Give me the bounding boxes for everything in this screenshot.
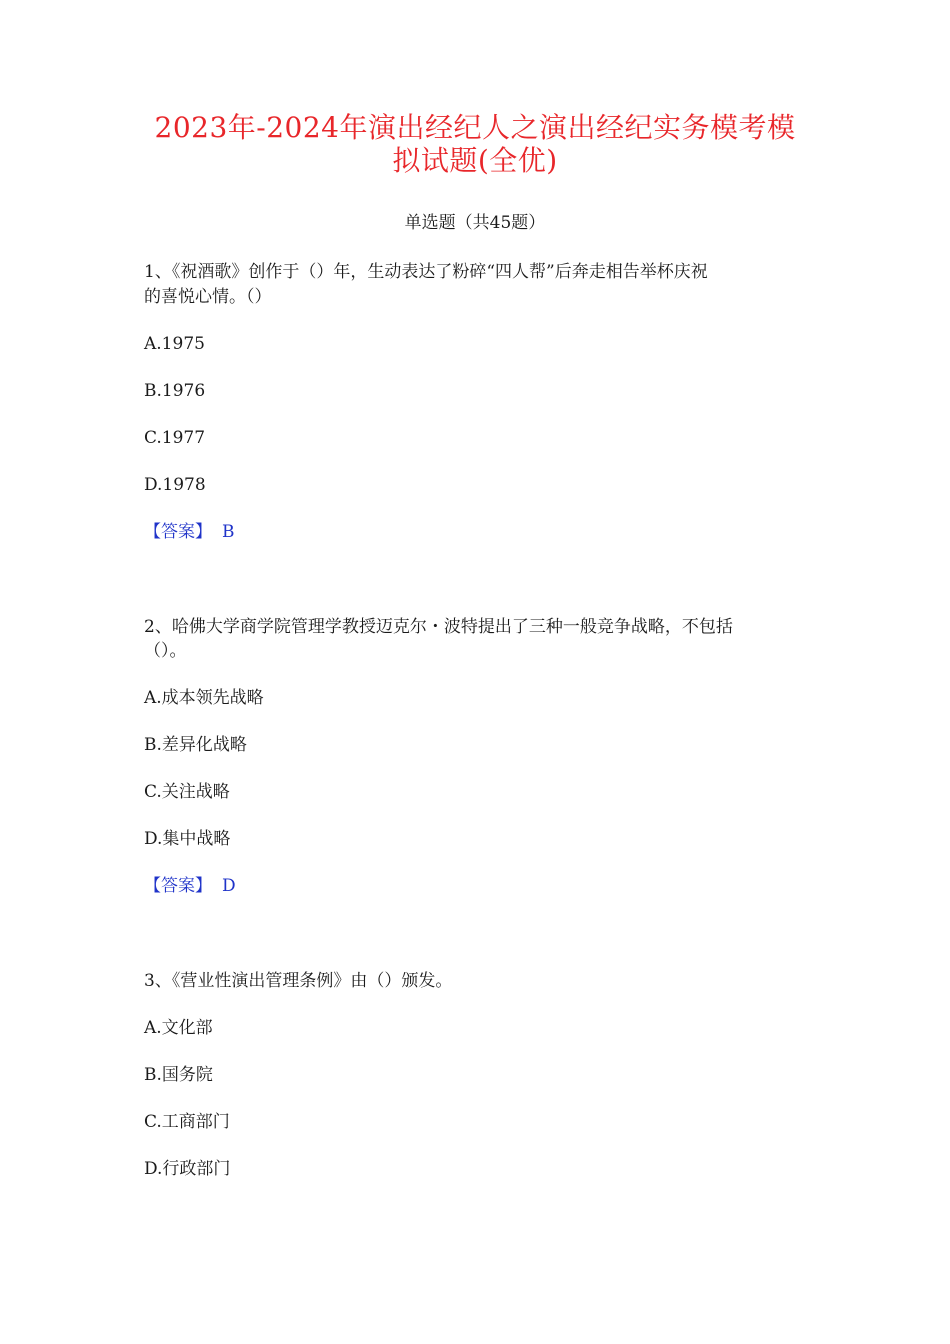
question-1-stem-line-2: 的喜悦心情。（） xyxy=(144,287,272,307)
question-1-stem-line-1: 1、《祝酒歌》创作于（）年，生动表达了粉碎“四人帮”后奔走相告举杯庆祝 xyxy=(144,262,708,282)
question-2-option-a: A.成本领先战略 xyxy=(144,688,264,708)
title-line-1: 2023年-2024年演出经纪人之演出经纪实务模考模 xyxy=(154,111,796,144)
title-line-2: 拟试题(全优) xyxy=(392,144,558,177)
question-1-option-c: C.1977 xyxy=(144,428,206,448)
question-3-option-b: B.国务院 xyxy=(144,1065,213,1085)
answer-label: 【答案】 xyxy=(144,522,212,542)
question-2-option-d: D.集中战略 xyxy=(144,829,231,849)
question-3-stem-line-1: 3、《营业性演出管理条例》由（）颁发。 xyxy=(144,971,453,991)
answer-label: 【答案】 xyxy=(144,876,212,896)
question-2-option-c: C.关注战略 xyxy=(144,782,230,802)
question-1-answer xyxy=(144,521,235,543)
question-2-stem-line-2: （）。 xyxy=(144,641,187,661)
question-2-stem-line-1: 2、哈佛大学商学院管理学教授迈克尔・波特提出了三种一般竞争战略，不包括 xyxy=(144,617,733,637)
question-2-option-b: B.差异化战略 xyxy=(144,735,247,755)
answer-letter: D xyxy=(222,876,236,896)
question-3-option-a: A.文化部 xyxy=(144,1018,213,1038)
question-1-option-d: D.1978 xyxy=(144,475,206,495)
section-title: 单选题（共45题） xyxy=(404,213,546,233)
question-2-answer xyxy=(144,875,236,897)
question-1-option-b: B.1976 xyxy=(144,381,206,401)
question-1-option-a: A.1975 xyxy=(144,334,205,354)
answer-letter: B xyxy=(222,522,235,542)
question-3-option-c: C.工商部门 xyxy=(144,1112,230,1132)
question-3-option-d: D.行政部门 xyxy=(144,1159,231,1179)
